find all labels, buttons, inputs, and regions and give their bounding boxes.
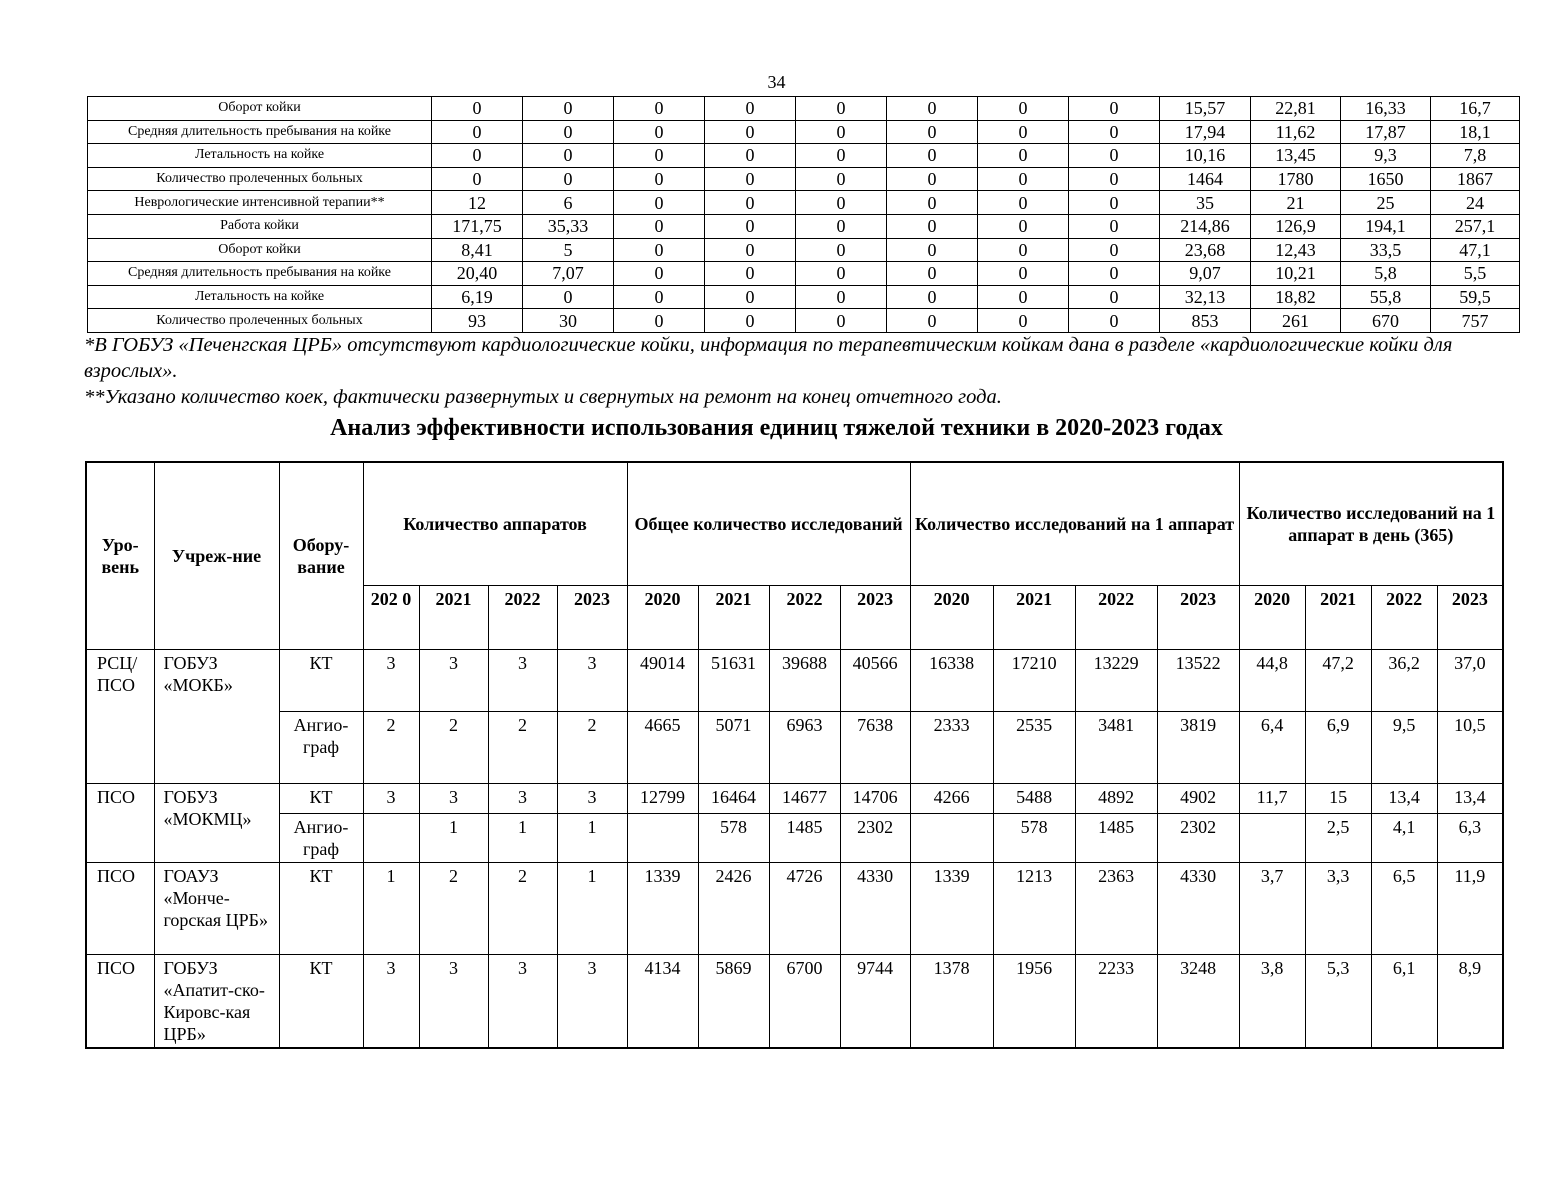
year-header: 2023 [557, 586, 627, 650]
table-cell: 6,19 [432, 285, 523, 309]
value-cell: 2 [363, 712, 419, 784]
value-cell: 2 [488, 712, 557, 784]
table-cell: 0 [796, 167, 887, 191]
section-title: Анализ эффективности использования единиц тяжелой техники в 2020-2023 годах [330, 415, 1223, 441]
table-cell: 0 [887, 214, 978, 238]
table-cell: 0 [887, 167, 978, 191]
year-header: 2022 [488, 586, 557, 650]
value-cell: 8,9 [1437, 955, 1503, 1049]
table-cell: 0 [432, 144, 523, 168]
table-cell: 0 [796, 262, 887, 286]
year-header: 2023 [1437, 586, 1503, 650]
table-cell: 0 [1069, 214, 1160, 238]
value-cell: 1 [488, 814, 557, 863]
table-cell: 0 [978, 285, 1069, 309]
row-label: Летальность на койке [88, 144, 432, 168]
value-cell: 3 [419, 784, 488, 814]
table-cell: 0 [887, 238, 978, 262]
table-cell: 55,8 [1341, 285, 1431, 309]
table-row [86, 955, 1503, 1049]
row-label: Работа койки [88, 214, 432, 238]
value-cell: 9744 [840, 955, 910, 1049]
value-cell: 3,7 [1239, 863, 1305, 955]
value-cell: 3 [557, 784, 627, 814]
value-cell: 1339 [627, 863, 698, 955]
value-cell: 4266 [910, 784, 993, 814]
table-cell: 0 [796, 238, 887, 262]
value-cell: 2 [419, 712, 488, 784]
value-cell: 6963 [769, 712, 840, 784]
institution-cell: ГОБУЗ «МОКМЦ» [154, 784, 279, 863]
year-header: 2020 [627, 586, 698, 650]
row-label: Оборот койки [88, 97, 432, 121]
value-cell: 3 [488, 650, 557, 712]
value-cell: 2 [419, 863, 488, 955]
value-cell: 12799 [627, 784, 698, 814]
value-cell: 3,8 [1239, 955, 1305, 1049]
table-cell: 0 [1069, 285, 1160, 309]
value-cell: 2302 [1157, 814, 1239, 863]
table-cell: 0 [705, 144, 796, 168]
table-cell: 261 [1251, 309, 1341, 333]
value-cell: 2426 [698, 863, 769, 955]
value-cell: 6700 [769, 955, 840, 1049]
value-cell: 3,3 [1305, 863, 1371, 955]
equipment-cell: КТ [279, 863, 363, 955]
year-header: 2020 [910, 586, 993, 650]
value-cell: 3819 [1157, 712, 1239, 784]
equipment-cell: КТ [279, 955, 363, 1049]
table-cell: 6 [523, 191, 614, 215]
table-cell: 0 [523, 120, 614, 144]
value-cell [1239, 814, 1305, 863]
page-number: 34 [767, 72, 786, 92]
value-cell: 11,9 [1437, 863, 1503, 955]
value-cell: 4330 [840, 863, 910, 955]
table-cell: 25 [1341, 191, 1431, 215]
year-header: 2023 [1157, 586, 1239, 650]
table-cell: 9,07 [1160, 262, 1251, 286]
institution-cell: ГОАУЗ «Монче-горская ЦРБ» [154, 863, 279, 955]
level-cell: РСЦ/ ПСО [86, 650, 154, 784]
footnote-2: **Указано количество коек, фактически развернутых и свернутых на ремонт на конец отчетного года. [84, 386, 1002, 408]
value-cell: 1956 [993, 955, 1075, 1049]
value-cell: 1378 [910, 955, 993, 1049]
equipment-cell: Ангио-граф [279, 712, 363, 784]
header-device-count: Количество аппаратов [363, 462, 627, 586]
table-cell: 0 [523, 167, 614, 191]
year-header: 2020 [1239, 586, 1305, 650]
table-cell: 0 [887, 120, 978, 144]
table-cell: 0 [796, 285, 887, 309]
value-cell: 1339 [910, 863, 993, 955]
value-cell: 6,5 [1371, 863, 1437, 955]
table-cell: 0 [978, 191, 1069, 215]
table-cell: 0 [705, 191, 796, 215]
table-cell: 17,94 [1160, 120, 1251, 144]
table-cell: 0 [705, 97, 796, 121]
table-cell: 0 [978, 309, 1069, 333]
table-cell: 0 [705, 238, 796, 262]
table-cell: 0 [1069, 97, 1160, 121]
value-cell: 5071 [698, 712, 769, 784]
value-cell: 13229 [1075, 650, 1157, 712]
value-cell: 14677 [769, 784, 840, 814]
value-cell: 4892 [1075, 784, 1157, 814]
value-cell: 3 [363, 650, 419, 712]
year-header: 2021 [993, 586, 1075, 650]
value-cell: 1485 [769, 814, 840, 863]
table-row [86, 712, 1503, 784]
table-cell: 35 [1160, 191, 1251, 215]
year-header: 2021 [419, 586, 488, 650]
value-cell: 7638 [840, 712, 910, 784]
table-cell: 0 [523, 285, 614, 309]
table-cell: 5 [523, 238, 614, 262]
table-cell: 0 [978, 262, 1069, 286]
table-row [88, 167, 1520, 191]
table-cell: 0 [887, 309, 978, 333]
value-cell: 4,1 [1371, 814, 1437, 863]
row-label: Неврологические интенсивной терапии** [88, 191, 432, 215]
table-cell: 1867 [1431, 167, 1520, 191]
table-row [88, 144, 1520, 168]
table-cell: 0 [1069, 191, 1160, 215]
equipment-table [85, 461, 1504, 1049]
table-cell: 0 [978, 238, 1069, 262]
table-cell: 0 [796, 120, 887, 144]
value-cell: 13522 [1157, 650, 1239, 712]
table-cell: 16,7 [1431, 97, 1520, 121]
table-cell: 0 [887, 191, 978, 215]
value-cell: 6,1 [1371, 955, 1437, 1049]
equipment-cell: КТ [279, 784, 363, 814]
institution-cell: ГОБУЗ «Апатит-ско-Кировс-кая ЦРБ» [154, 955, 279, 1049]
table-row [88, 285, 1520, 309]
value-cell: 3 [363, 955, 419, 1049]
table-cell: 670 [1341, 309, 1431, 333]
footnotes [84, 332, 1524, 410]
year-header: 2022 [1075, 586, 1157, 650]
table-cell: 7,07 [523, 262, 614, 286]
value-cell: 4902 [1157, 784, 1239, 814]
value-cell: 1 [557, 814, 627, 863]
value-cell: 3 [488, 955, 557, 1049]
table-row [88, 214, 1520, 238]
row-label: Количество пролеченных больных [88, 309, 432, 333]
table-row [88, 238, 1520, 262]
table-cell: 0 [614, 309, 705, 333]
value-cell: 2 [488, 863, 557, 955]
value-cell: 11,7 [1239, 784, 1305, 814]
table-row [88, 309, 1520, 333]
value-cell: 44,8 [1239, 650, 1305, 712]
table-cell: 1464 [1160, 167, 1251, 191]
table-cell: 1780 [1251, 167, 1341, 191]
header-equipment: Обору-вание [279, 462, 363, 650]
table-cell: 5,5 [1431, 262, 1520, 286]
table-cell: 0 [887, 285, 978, 309]
value-cell: 47,2 [1305, 650, 1371, 712]
table-cell: 0 [1069, 309, 1160, 333]
value-cell: 4330 [1157, 863, 1239, 955]
value-cell: 1 [419, 814, 488, 863]
footnote-1: *В ГОБУЗ «Печенгская ЦРБ» отсутствуют кардиологические койки, информация по терапевтическим койкам дана в разделе «кардиологические койки для взрослых». [84, 334, 1453, 382]
value-cell: 1213 [993, 863, 1075, 955]
value-cell: 2 [557, 712, 627, 784]
value-cell: 3 [363, 784, 419, 814]
table-cell: 12 [432, 191, 523, 215]
table-row [88, 120, 1520, 144]
value-cell [627, 814, 698, 863]
table-cell: 11,62 [1251, 120, 1341, 144]
level-cell: ПСО [86, 955, 154, 1049]
table-cell: 0 [796, 191, 887, 215]
value-cell: 4665 [627, 712, 698, 784]
year-header: 202 0 [363, 586, 419, 650]
table-row [86, 863, 1503, 955]
table-cell: 126,9 [1251, 214, 1341, 238]
value-cell: 36,2 [1371, 650, 1437, 712]
institution-cell: ГОБУЗ «МОКБ» [154, 650, 279, 784]
table-cell: 214,86 [1160, 214, 1251, 238]
table-cell: 0 [1069, 120, 1160, 144]
header-studies-per-day: Количество исследований на 1 аппарат в день (365) [1239, 462, 1503, 586]
table-cell: 15,57 [1160, 97, 1251, 121]
value-cell: 2,5 [1305, 814, 1371, 863]
table-cell: 32,13 [1160, 285, 1251, 309]
table-cell: 0 [705, 262, 796, 286]
value-cell: 2535 [993, 712, 1075, 784]
value-cell: 3 [488, 784, 557, 814]
table-cell: 47,1 [1431, 238, 1520, 262]
value-cell: 3 [419, 955, 488, 1049]
table-row [86, 784, 1503, 814]
row-label: Летальность на койке [88, 285, 432, 309]
row-label: Оборот койки [88, 238, 432, 262]
header-level: Уро-вень [86, 462, 154, 650]
value-cell: 2233 [1075, 955, 1157, 1049]
value-cell: 51631 [698, 650, 769, 712]
table-row [86, 814, 1503, 863]
table-cell: 0 [614, 214, 705, 238]
table-cell: 0 [705, 214, 796, 238]
level-cell: ПСО [86, 863, 154, 955]
table-cell: 0 [978, 167, 1069, 191]
table-cell: 7,8 [1431, 144, 1520, 168]
value-cell: 3248 [1157, 955, 1239, 1049]
table-cell: 0 [1069, 238, 1160, 262]
year-header: 2021 [1305, 586, 1371, 650]
value-cell: 5488 [993, 784, 1075, 814]
table-row [88, 262, 1520, 286]
table-cell: 0 [978, 144, 1069, 168]
table-cell: 0 [614, 97, 705, 121]
table-cell: 0 [432, 120, 523, 144]
table-cell: 0 [796, 144, 887, 168]
value-cell: 578 [698, 814, 769, 863]
value-cell: 578 [993, 814, 1075, 863]
table-cell: 0 [1069, 144, 1160, 168]
table-cell: 0 [796, 214, 887, 238]
equipment-cell: Ангио-граф [279, 814, 363, 863]
table-cell: 12,43 [1251, 238, 1341, 262]
value-cell: 14706 [840, 784, 910, 814]
table-cell: 0 [1069, 262, 1160, 286]
table-cell: 853 [1160, 309, 1251, 333]
table-cell: 59,5 [1431, 285, 1520, 309]
table-cell: 0 [614, 262, 705, 286]
table-cell: 30 [523, 309, 614, 333]
table-cell: 194,1 [1341, 214, 1431, 238]
table-cell: 22,81 [1251, 97, 1341, 121]
value-cell: 3 [557, 955, 627, 1049]
table-cell: 0 [614, 285, 705, 309]
value-cell: 17210 [993, 650, 1075, 712]
value-cell: 49014 [627, 650, 698, 712]
table-cell: 93 [432, 309, 523, 333]
table-cell: 8,41 [432, 238, 523, 262]
table-cell: 0 [887, 262, 978, 286]
value-cell: 13,4 [1437, 784, 1503, 814]
table-cell: 1650 [1341, 167, 1431, 191]
row-label: Количество пролеченных больных [88, 167, 432, 191]
table-cell: 0 [705, 285, 796, 309]
table-cell: 16,33 [1341, 97, 1431, 121]
table-cell: 0 [432, 167, 523, 191]
table-cell: 10,16 [1160, 144, 1251, 168]
value-cell: 9,5 [1371, 712, 1437, 784]
value-cell: 6,3 [1437, 814, 1503, 863]
value-cell: 3481 [1075, 712, 1157, 784]
table-cell: 0 [978, 214, 1069, 238]
value-cell: 4134 [627, 955, 698, 1049]
table-row [88, 97, 1520, 121]
table-cell: 0 [614, 191, 705, 215]
value-cell: 6,9 [1305, 712, 1371, 784]
value-cell: 16464 [698, 784, 769, 814]
value-cell: 6,4 [1239, 712, 1305, 784]
row-label: Средняя длительность пребывания на койке [88, 262, 432, 286]
table-cell: 0 [523, 97, 614, 121]
table-cell: 13,45 [1251, 144, 1341, 168]
value-cell: 39688 [769, 650, 840, 712]
value-cell [363, 814, 419, 863]
table-cell: 0 [978, 120, 1069, 144]
table-cell: 257,1 [1431, 214, 1520, 238]
table-cell: 9,3 [1341, 144, 1431, 168]
row-label: Средняя длительность пребывания на койке [88, 120, 432, 144]
table-cell: 17,87 [1341, 120, 1431, 144]
table-cell: 757 [1431, 309, 1520, 333]
value-cell: 37,0 [1437, 650, 1503, 712]
table-row [86, 650, 1503, 712]
table-cell: 0 [887, 144, 978, 168]
value-cell: 16338 [910, 650, 993, 712]
value-cell: 10,5 [1437, 712, 1503, 784]
level-cell: ПСО [86, 784, 154, 863]
value-cell: 3 [419, 650, 488, 712]
header-total-studies: Общее количество исследований [627, 462, 910, 586]
table-cell: 0 [796, 309, 887, 333]
value-cell: 1 [363, 863, 419, 955]
table-cell: 0 [978, 97, 1069, 121]
value-cell: 1485 [1075, 814, 1157, 863]
table-cell: 0 [614, 167, 705, 191]
table-cell: 0 [705, 309, 796, 333]
value-cell: 2363 [1075, 863, 1157, 955]
header-institution: Учреж-ние [154, 462, 279, 650]
table-cell: 18,82 [1251, 285, 1341, 309]
table-row [88, 191, 1520, 215]
value-cell: 2302 [840, 814, 910, 863]
table-cell: 35,33 [523, 214, 614, 238]
table-cell: 0 [614, 120, 705, 144]
year-header: 2022 [769, 586, 840, 650]
table-cell: 0 [614, 144, 705, 168]
equipment-cell: КТ [279, 650, 363, 712]
table-cell: 23,68 [1160, 238, 1251, 262]
year-header: 2021 [698, 586, 769, 650]
value-cell: 5869 [698, 955, 769, 1049]
table-cell: 0 [887, 97, 978, 121]
header-studies-per-device: Количество исследований на 1 аппарат [910, 462, 1239, 586]
value-cell [910, 814, 993, 863]
table-cell: 0 [432, 97, 523, 121]
table-cell: 5,8 [1341, 262, 1431, 286]
table-cell: 20,40 [432, 262, 523, 286]
value-cell: 15 [1305, 784, 1371, 814]
table-cell: 24 [1431, 191, 1520, 215]
table-cell: 0 [614, 238, 705, 262]
table-cell: 0 [796, 97, 887, 121]
table-cell: 0 [705, 120, 796, 144]
value-cell: 40566 [840, 650, 910, 712]
table-cell: 33,5 [1341, 238, 1431, 262]
table-cell: 0 [1069, 167, 1160, 191]
year-header: 2022 [1371, 586, 1437, 650]
table-cell: 0 [705, 167, 796, 191]
table-cell: 171,75 [432, 214, 523, 238]
table-cell: 21 [1251, 191, 1341, 215]
table-cell: 18,1 [1431, 120, 1520, 144]
value-cell: 1 [557, 863, 627, 955]
table-cell: 0 [523, 144, 614, 168]
value-cell: 5,3 [1305, 955, 1371, 1049]
bed-stats-table [87, 96, 1520, 333]
year-header: 2023 [840, 586, 910, 650]
value-cell: 2333 [910, 712, 993, 784]
table-cell: 10,21 [1251, 262, 1341, 286]
value-cell: 4726 [769, 863, 840, 955]
value-cell: 13,4 [1371, 784, 1437, 814]
value-cell: 3 [557, 650, 627, 712]
